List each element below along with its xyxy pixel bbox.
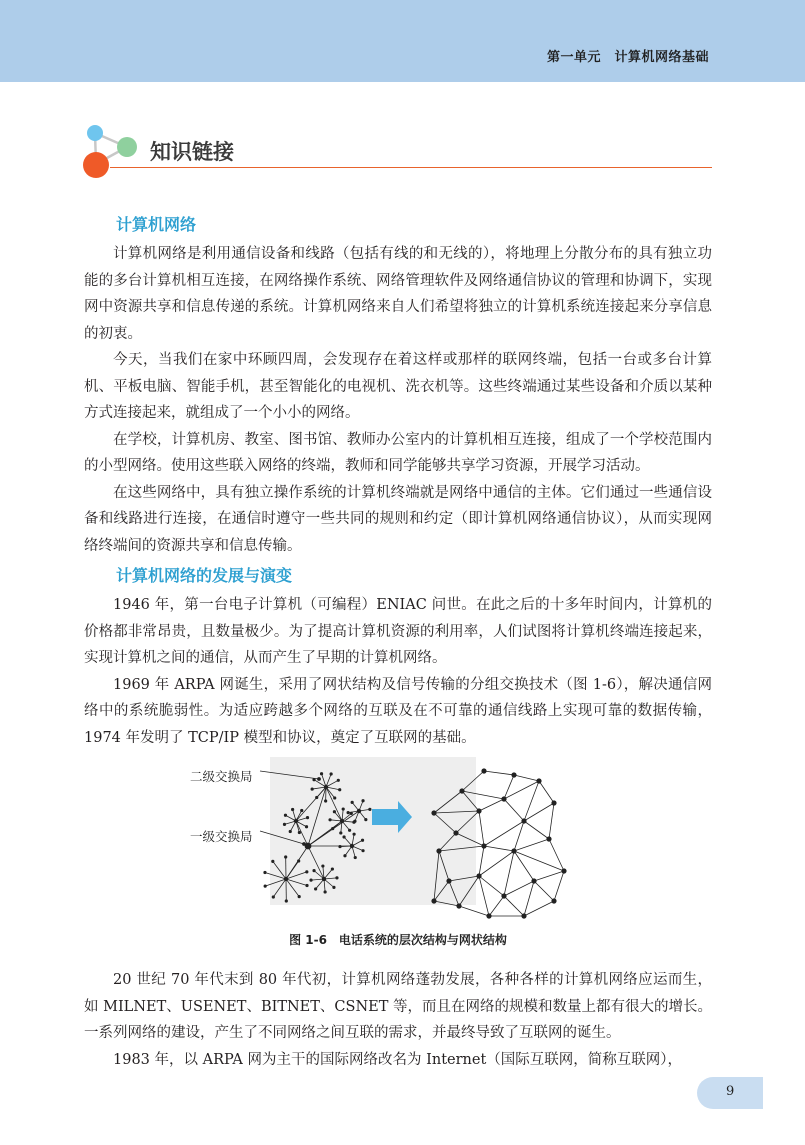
body-content [84, 208, 712, 1073]
heading-computer-network: 计算机网络 [116, 215, 197, 234]
header-band [0, 0, 805, 82]
paragraph: 20 世纪 70 年代末到 80 年代初，计算机网络蓬勃发展，各种各样的计算机网络应运而生，如 MILNET、USENET、BITNET、CSNET 等，而且在网络的规模和数量上都有很大的增长。一系列网络的建设，产生了不同网络之间互联的需求，并最终导致了互联网的诞生。 [84, 972, 713, 1041]
paragraph: 在这些网络中，具有独立操作系统的计算机终端就是网络中通信的主体。它们通过一些通信设备和线路进行连接，在通信时遵守一些共同的规则和约定（即计算机网络通信协议），从而实现网络终端间的资源共享和信息传输。 [84, 484, 712, 554]
paragraph: 1946 年，第一台电子计算机（可编程）ENIAC 问世。在此之后的十多年时间内，计算机的价格都非常昂贵，且数量极少。为了提高计算机资源的利用率，人们试图将计算机终端连接起来，实现计算机之间的通信，从而产生了早期的计算机网络。 [84, 597, 712, 666]
figure-caption: 图 1-6 电话系统的层次结构与网状结构 [289, 933, 507, 947]
figure-1-6 [84, 751, 712, 967]
label-primary-exchange: 一级交换局 [190, 829, 253, 844]
arrow-icon [372, 801, 412, 833]
paragraph: 计算机网络是利用通信设备和线路（包括有线的和无线的），将地理上分散分布的具有独立功能的多台计算机相互连接，在网络操作系统、网络管理软件及网络通信协议的管理和协调下，实现网中资源共享和信息传递的系统。计算机网络来自人们希望将独立的计算机系统连接起来分享信息的初衷。 [84, 246, 712, 342]
section-dots-icon [80, 122, 150, 182]
section-header [80, 122, 712, 182]
network-diagrams [84, 751, 712, 931]
paragraph: 1969 年 ARPA 网诞生，采用了网状结构及信号传输的分组交换技术（图 1-6），解决通信网络中的系统脆弱性。为适应跨越多个网络的互联及在不可靠的通信线路上实现可靠的数据传输，1974 年发明了 TCP/IP 模型和协议，奠定了互联网的基础。 [84, 676, 712, 746]
running-header: 第一单元 计算机网络基础 [546, 50, 709, 65]
paragraph: 在学校，计算机房、教室、图书馆、教师办公室内的计算机相互连接，组成了一个学校范围内的小型网络。使用这些联入网络的终端，教师和同学能够共享学习资源，开展学习活动。 [84, 431, 712, 474]
label-secondary-exchange: 二级交换局 [190, 769, 253, 784]
mesh-network-diagram [432, 769, 566, 918]
section-title: 知识链接 [150, 140, 234, 164]
section-rule [110, 167, 712, 168]
paragraph: 1983 年，以 ARPA 网为主干的国际网络改名为 Internet（国际互联网，简称互联网）， [113, 1051, 683, 1068]
page-number: 9 [726, 1084, 735, 1099]
heading-network-evolution: 计算机网络的发展与演变 [116, 566, 293, 585]
paragraph: 今天，当我们在家中环顾四周，会发现存在着这样或那样的联网终端，包括一台或多台计算机、平板电脑、智能手机，甚至智能化的电视机、洗衣机等。这些终端通过某些设备和介质以某种方式连接起来，就组成了一个小小的网络。 [84, 352, 712, 421]
